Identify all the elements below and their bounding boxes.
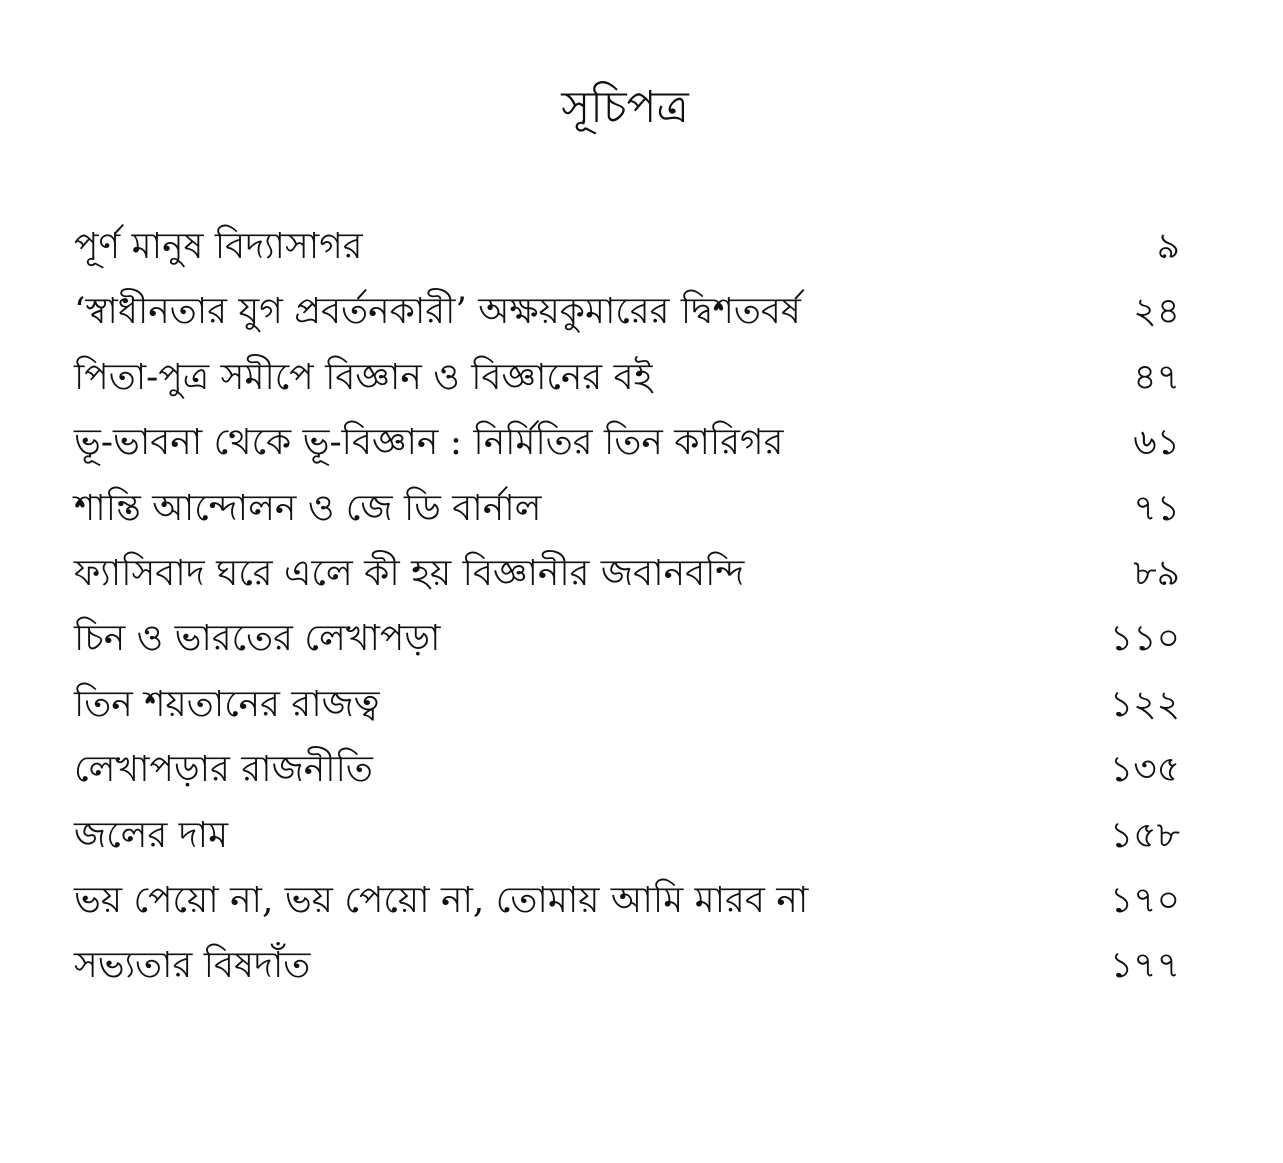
toc-entry-page: ১৭০ [1109,879,1180,921]
toc-entry [74,345,1180,410]
toc-entry [74,214,1180,279]
toc-entry-page: ১১০ [1109,618,1180,660]
toc-entry-page: ১২২ [1109,683,1180,725]
toc-entry-title: ভয় পেয়ো না, ভয় পেয়ো না, তোমায় আমি মারব না [74,879,809,921]
toc-entry-page: ৭১ [1133,487,1180,529]
toc-entry-title: জলের দাম [74,814,229,856]
toc-entry [74,803,1180,868]
toc-entry-title: ভূ-ভাবনা থেকে ভূ-বিজ্ঞান : নির্মিতির তিন কারিগর [74,422,784,464]
toc-entry-title: ফ্যাসিবাদ ঘরে এলে কী হয় বিজ্ঞানীর জবানবন্দি [74,552,745,594]
toc-entry-title: শান্তি আন্দোলন ও জে ডি বার্নাল [74,487,542,529]
toc-entry-title: সভ্যতার বিষদাঁত [74,945,311,987]
toc-entry-page: ১৫৮ [1109,814,1180,856]
toc-entry [74,672,1180,737]
toc-entry [74,410,1180,475]
toc-entry [74,541,1180,606]
toc-entry-page: ৪৭ [1133,356,1180,398]
toc-entry [74,476,1180,541]
toc-entry-title: চিন ও ভারতের লেখাপড়া [74,618,441,660]
table-of-contents [74,214,1180,999]
toc-entry-page: ৬১ [1133,422,1180,464]
toc-entry [74,933,1180,998]
toc-entry-title: লেখাপড়ার রাজনীতি [74,749,373,791]
toc-entry-page: ৯ [1156,226,1180,267]
toc-entry-page: ১৭৭ [1109,945,1180,987]
toc-entry-page: ৮৯ [1133,552,1180,594]
toc-entry-title: পিতা-পুত্র সমীপে বিজ্ঞান ও বিজ্ঞানের বই [74,356,653,398]
page-title: সূচিপত্র [561,82,689,133]
toc-entry [74,606,1180,671]
toc-entry [74,279,1180,344]
toc-entry-page: ১৩৫ [1109,749,1180,791]
toc-entry-title: তিন শয়তানের রাজত্ব [74,683,380,725]
toc-entry-title: পূর্ণ মানুষ বিদ্যাসাগর [74,226,363,267]
toc-entry-page: ২৪ [1133,291,1180,333]
toc-entry [74,868,1180,933]
toc-entry-title: ‘স্বাধীনতার যুগ প্রবর্তনকারী’ অক্ষয়কুমারের দ্বিশতবর্ষ [74,291,801,333]
toc-entry [74,737,1180,802]
